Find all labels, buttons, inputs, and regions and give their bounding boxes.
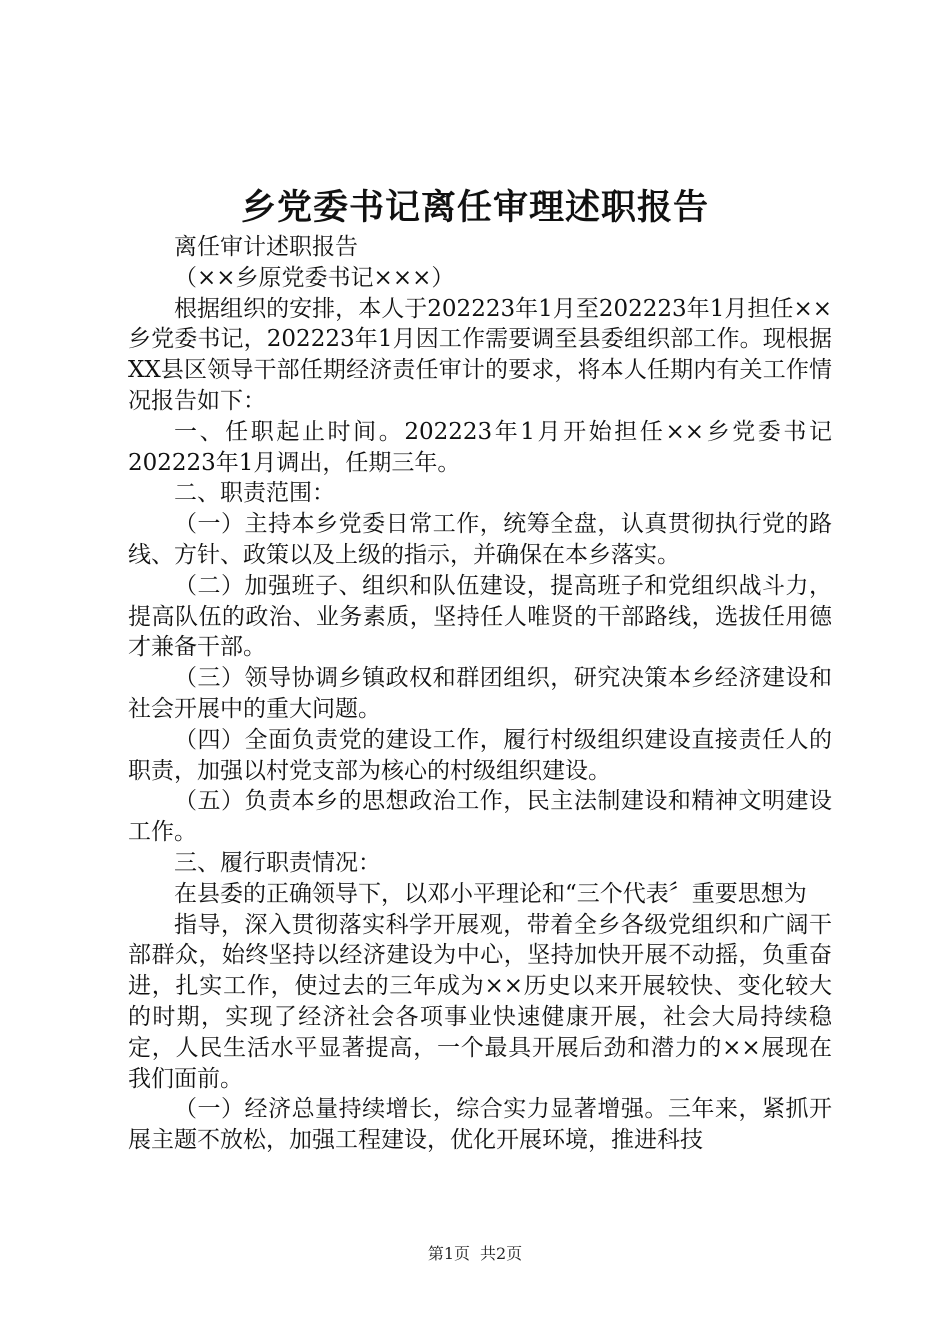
economy-paragraph: （一）经济总量持续增长，综合实力显著增强。三年来，紧抓开展主题不放松，加强工程建设，优化开展环境，推进科技	[128, 1096, 832, 1154]
duty-item-3: （三）领导协调乡镇政权和群团组织，研究决策本乡经济建设和社会开展中的重大问题。	[128, 665, 832, 722]
duty-item-1: （一）主持本乡党委日常工作，统筹全盘，认真贯彻执行党的路线、方针、政策以及上级的指示，并确保在本乡落实。	[128, 511, 832, 568]
page-total: 共2页	[480, 1244, 523, 1263]
performance-paragraph-1: 在县委的正确领导下，以邓小平理论和“三个代表〞重要思想为	[174, 880, 807, 907]
duties-heading: 二、职责范围：	[174, 480, 335, 507]
intro-paragraph: 根据组织的安排，本人于202223年1月至202223年1月担任××乡党委书记，202223年1月因工作需要调至县委组织部工作。现根据XX县区领导干部任期经济责任审计的要求，将本人任期内有关工作情况报告如下：	[128, 295, 832, 414]
page-footer	[0, 1243, 950, 1265]
page-number: 第1页	[427, 1244, 470, 1263]
document-title: 乡党委书记离任审理述职报告	[240, 187, 709, 228]
duty-item-4: （四）全面负责党的建设工作，履行村级组织建设直接责任人的职责，加强以村党支部为核心的村级组织建设。	[128, 726, 832, 784]
duty-item-5: （五）负责本乡的思想政治工作，民主法制建设和精神文明建设工作。	[128, 788, 832, 846]
document-body	[128, 232, 832, 1156]
subtitle-paragraph: 离任审计述职报告	[174, 234, 358, 260]
duty-item-2: （二）加强班子、组织和队伍建设，提高班子和党组织战斗力，提高队伍的政治、业务素质，坚持任人唯贤的干部路线，选拔任用德才兼备干部。	[128, 572, 832, 661]
term-paragraph: 一、任职起止时间。202223年1月开始担任××乡党委书记202223年1月调出，任期三年。	[128, 418, 832, 476]
author-paragraph: （××乡原党委书记×××）	[174, 264, 455, 291]
performance-paragraph-2: 指导，深入贯彻落实科学开展观，带着全乡各级党组织和广阔干部群众，始终坚持以经济建设为中心，坚持加快开展不动摇，负重奋进，扎实工作，使过去的三年成为××历史以来开展较快、变化较大的时期，实现了经济社会各项事业快速健康开展，社会大局持续稳定，人民生活水平显著提高，一个最具开展后劲和潜力的××展现在我们面前。	[128, 911, 832, 1092]
performance-heading: 三、履行职责情况：	[174, 849, 381, 876]
